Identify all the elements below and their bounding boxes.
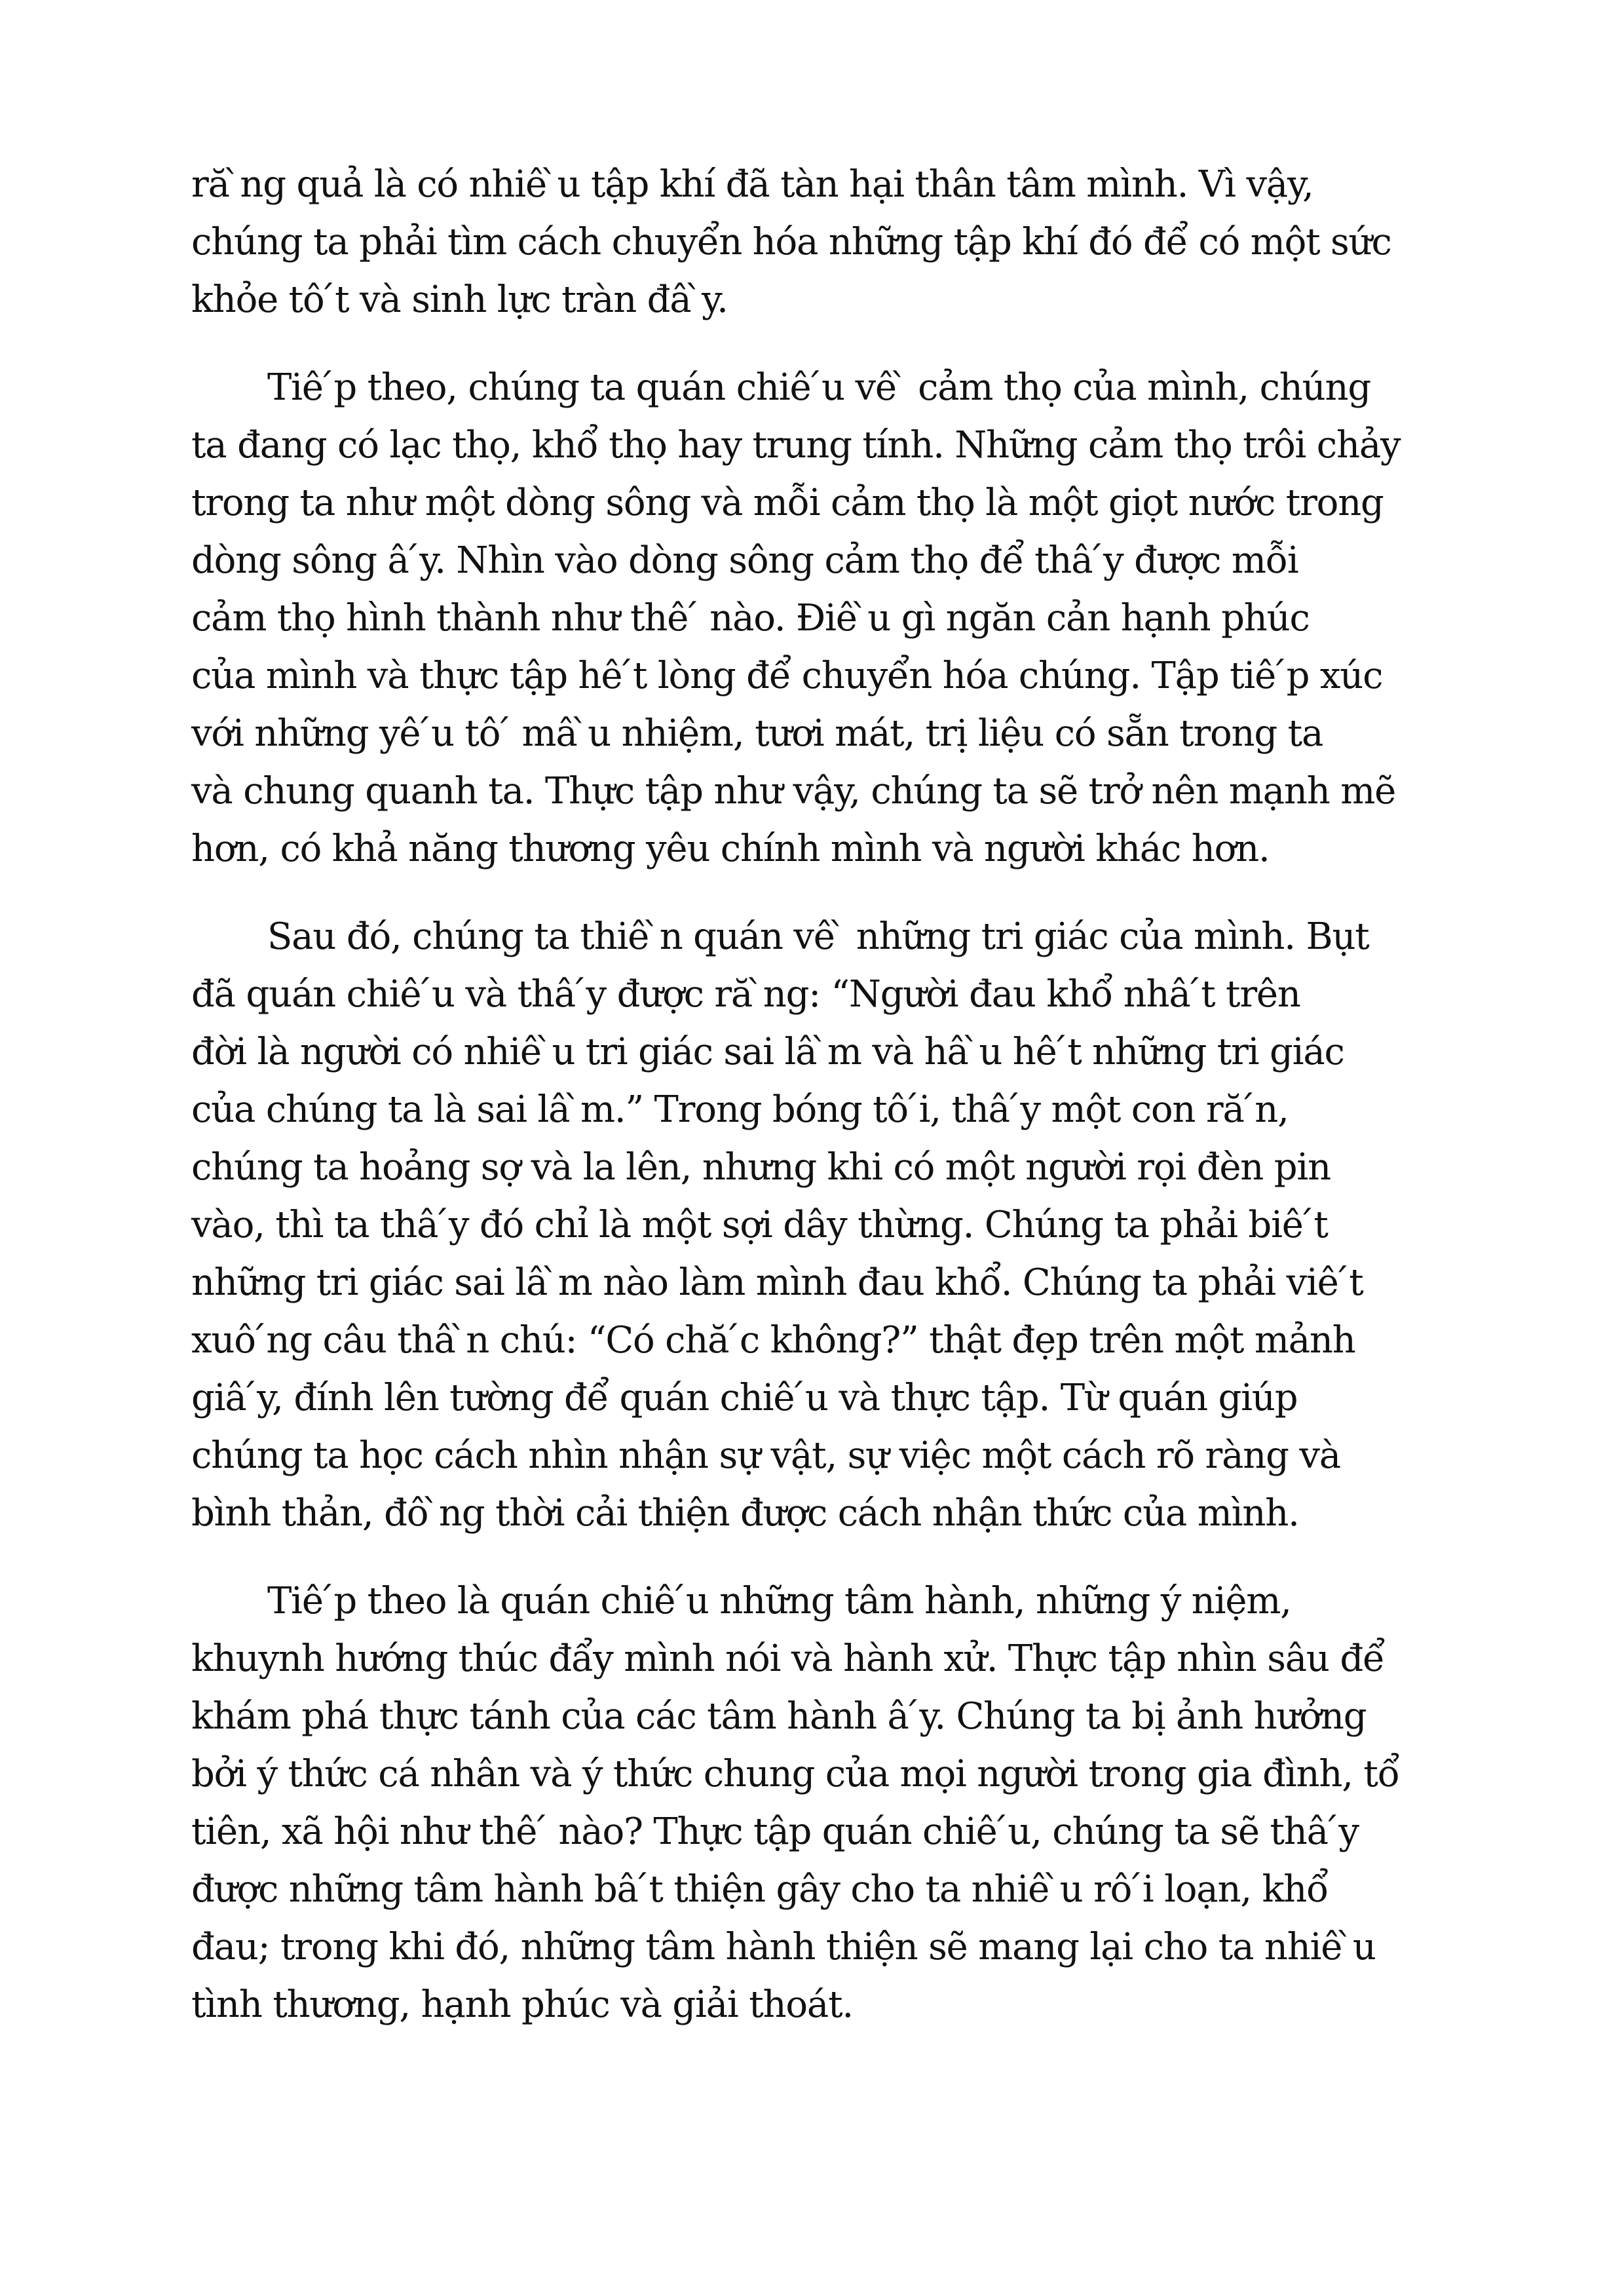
text-line: hơn, có khả năng thương yêu chính mình và người khác hơn. <box>191 828 1270 870</box>
text-line: ta đang có lạc thọ, khổ thọ hay trung tính. Những cảm thọ trôi chảy <box>191 424 1401 467</box>
text-line: chúng ta học cách nhìn nhận sự vật, sự việc một cách rõ ràng và <box>191 1434 1340 1477</box>
text-line: cảm thọ hình thành như thê ́ nào. Điê ̀u gì ngăn cản hạnh phúc <box>191 597 1310 640</box>
body-text <box>191 156 1423 2064</box>
text-line: được những tâm hành bâ ́t thiện gây cho ta nhiê ̀u rô ́i loạn, khổ <box>191 1868 1329 1911</box>
text-line: Tiê ́p theo, chúng ta quán chiê ́u vê ̀ cảm thọ của mình, chúng <box>267 366 1370 409</box>
text-line: khỏe tô ́t và sinh lực tràn đâ ̀y. <box>191 278 728 321</box>
text-line: của chúng ta là sai lâ ̀m.” Trong bóng tô ́i, thâ ́y một con ră ́n, <box>191 1088 1289 1131</box>
text-line: trong ta như một dòng sông và mỗi cảm thọ là một giọt nước trong <box>191 482 1384 524</box>
text-line: và chung quanh ta. Thực tập như vậy, chúng ta sẽ trở nên mạnh mẽ <box>191 770 1396 813</box>
text-line: chúng ta hoảng sợ và la lên, nhưng khi có một người rọi đèn pin <box>191 1146 1331 1189</box>
paragraph <box>191 908 1423 1542</box>
text-line: xuô ́ng câu thâ ̀n chú: “Có chă ́c không?” thật đẹp trên một mảnh <box>191 1319 1355 1362</box>
text-line: khuynh hướng thúc đẩy mình nói và hành xử. Thực tập nhìn sâu để <box>191 1637 1385 1680</box>
text-line: đời là người có nhiê ̀u tri giác sai lâ ̀m và hâ ̀u hê ́t những tri giác <box>191 1031 1344 1073</box>
text-line: ră ̀ng quả là có nhiê ̀u tập khí đã tàn hại thân tâm mình. Vì vậy, <box>191 163 1313 206</box>
text-line: khám phá thực tánh của các tâm hành â ́y. Chúng ta bị ảnh hưởng <box>191 1695 1367 1738</box>
text-line: chúng ta phải tìm cách chuyển hóa những tập khí đó để có một sức <box>191 221 1391 263</box>
text-line: giâ ́y, đính lên tường để quán chiê ́u và thực tập. Từ quán giúp <box>191 1377 1298 1419</box>
text-line: Tiê ́p theo là quán chiê ́u những tâm hành, những ý niệm, <box>267 1580 1291 1622</box>
text-line: dòng sông â ́y. Nhìn vào dòng sông cảm thọ để thâ ́y được mỗi <box>191 539 1298 582</box>
text-line: Sau đó, chúng ta thiê ̀n quán vê ̀ những tri giác của mình. Bụt <box>267 915 1369 958</box>
text-line: của mình và thực tập hê ́t lòng để chuyển hóa chúng. Tập tiê ́p xúc <box>191 655 1383 697</box>
text-line: tình thương, hạnh phúc và giải thoát. <box>191 1983 854 2026</box>
text-line: bình thản, đô ̀ng thời cải thiện được cách nhận thức của mình. <box>191 1492 1299 1535</box>
paragraph <box>191 156 1423 329</box>
text-line: những tri giác sai lâ ̀m nào làm mình đau khổ. Chúng ta phải viê ́t <box>191 1261 1363 1304</box>
text-line: với những yê ́u tô ́ mâ ̀u nhiệm, tươi mát, trị liệu có sẵn trong ta <box>191 712 1323 755</box>
text-line: bởi ý thức cá nhân và ý thức chung của mọi người trong gia đình, tổ <box>191 1753 1399 1795</box>
text-line: đau; trong khi đó, những tâm hành thiện sẽ mang lại cho ta nhiê ̀u <box>191 1926 1376 1968</box>
paragraph <box>191 1573 1423 2034</box>
text-line: tiên, xã hội như thê ́ nào? Thực tập quán chiê ́u, chúng ta sẽ thâ ́y <box>191 1810 1359 1853</box>
text-line: đã quán chiê ́u và thâ ́y được ră ̀ng: “Người đau khổ nhâ ́t trên <box>191 973 1300 1016</box>
text-line: vào, thì ta thâ ́y đó chỉ là một sợi dây thừng. Chúng ta phải biê ́t <box>191 1204 1328 1246</box>
paragraph <box>191 359 1423 878</box>
